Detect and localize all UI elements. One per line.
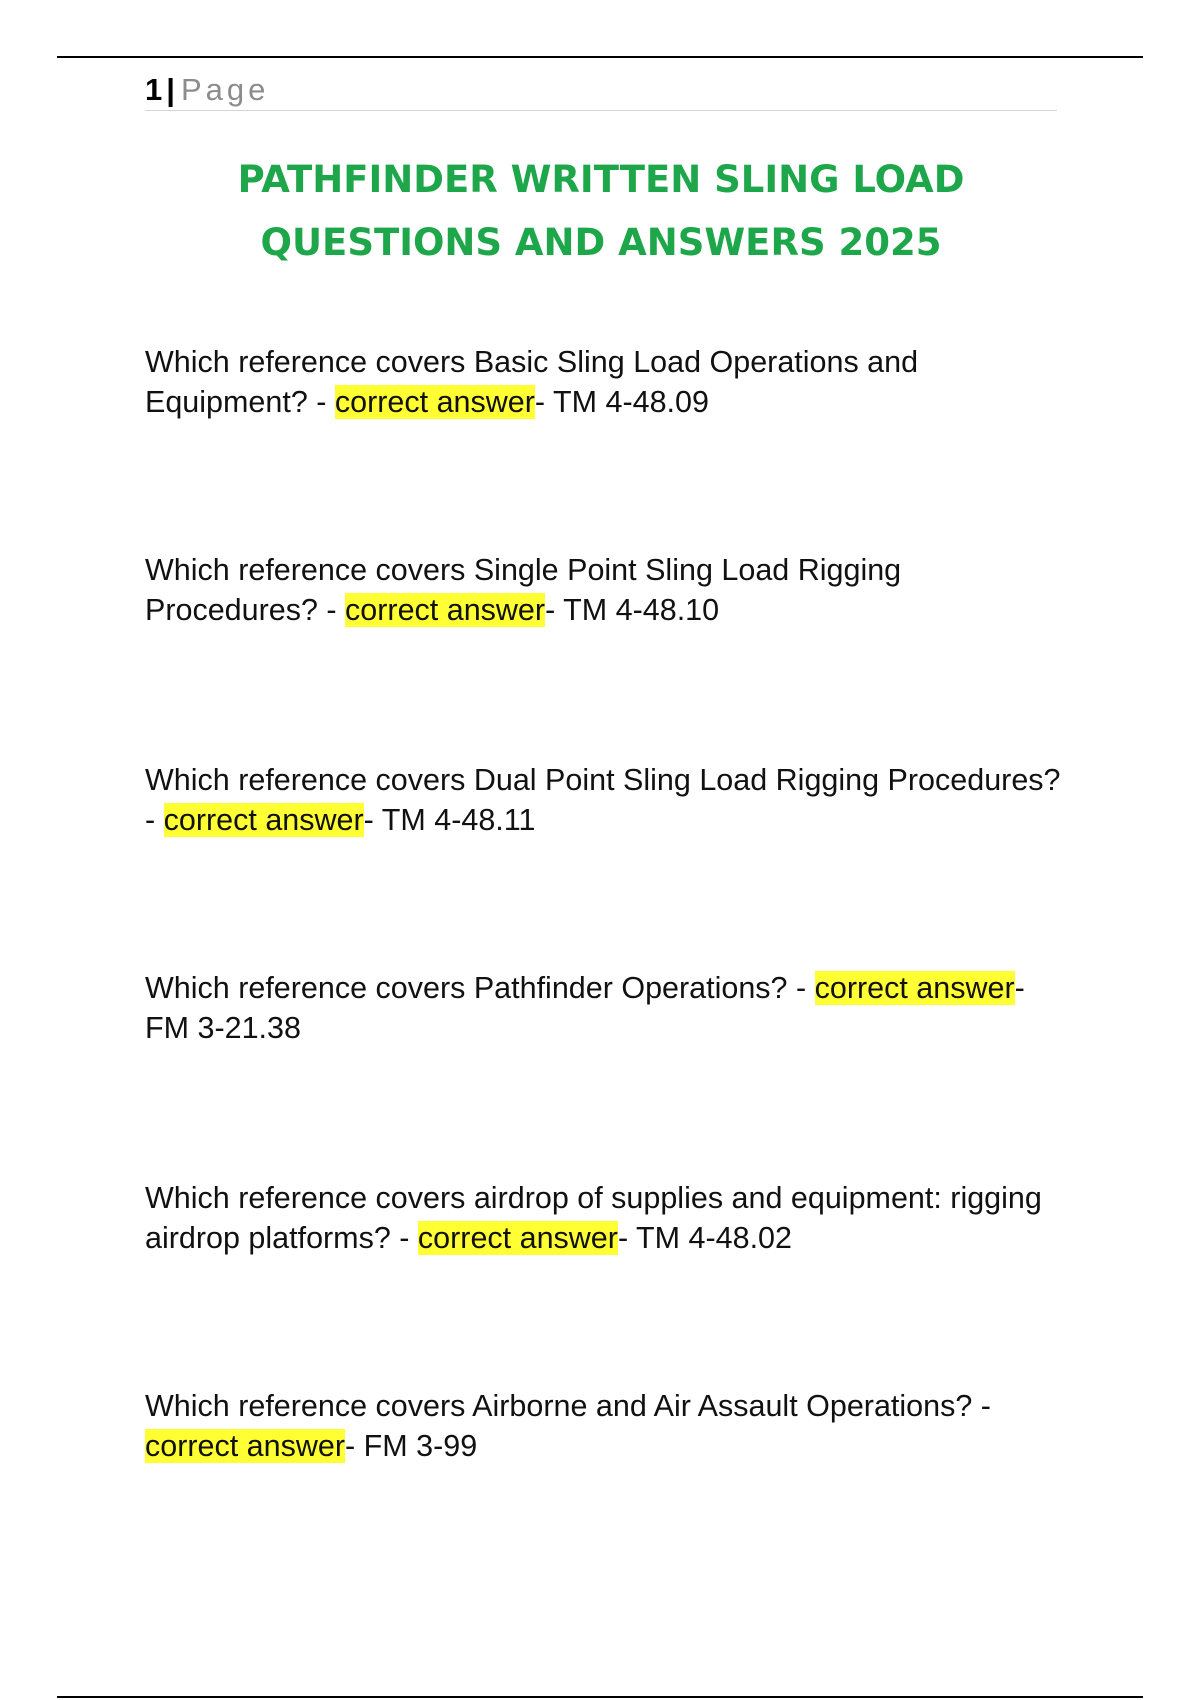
question-text: Which reference covers airdrop of supplies and equipment: rigging airdrop platforms? - [145,1181,1042,1255]
page-header [145,70,1057,111]
qa-item [145,342,1065,422]
answer-text: - TM 4-48.10 [545,593,720,627]
question-text: Which reference covers Pathfinder Operations? - [145,971,815,1005]
answer-highlight: correct answer [163,803,364,837]
answer-highlight: correct answer [334,385,535,419]
question-text: Which reference covers Single Point Sling Load Rigging Procedures? - [145,553,902,627]
answer-text: - FM 3-99 [345,1429,478,1463]
question-text: Which reference covers Airborne and Air Assault Operations? - [145,1389,991,1423]
page-number: 1 [145,72,163,107]
qa-item [145,1386,1065,1466]
qa-item [145,968,1065,1048]
answer-highlight: correct answer [345,593,546,627]
answer-text: - FM 3-21.38 [145,971,1025,1045]
answer-highlight: correct answer [814,971,1015,1005]
qa-item [145,760,1065,840]
answer-text: - TM 4-48.02 [617,1221,792,1255]
answer-highlight: correct answer [145,1429,346,1463]
document-title-line-1: PATHFINDER WRITTEN SLING LOAD [237,158,965,201]
question-text: Which reference covers Dual Point Sling Load Rigging Procedures? - [145,763,1061,837]
question-text: Which reference covers Basic Sling Load Operations and Equipment? - [145,345,919,419]
answer-highlight: correct answer [417,1221,618,1255]
page-label: Page [180,72,270,107]
answer-text: - TM 4-48.09 [534,385,709,419]
qa-item [145,550,1065,630]
document-title-line-2: QUESTIONS AND ANSWERS 2025 [260,221,942,264]
page-separator: | [166,72,175,107]
top-rule [57,56,1143,58]
qa-item [145,1178,1065,1258]
bottom-rule [57,1696,1143,1698]
document-title [145,148,1057,274]
answer-text: - TM 4-48.11 [363,803,536,837]
